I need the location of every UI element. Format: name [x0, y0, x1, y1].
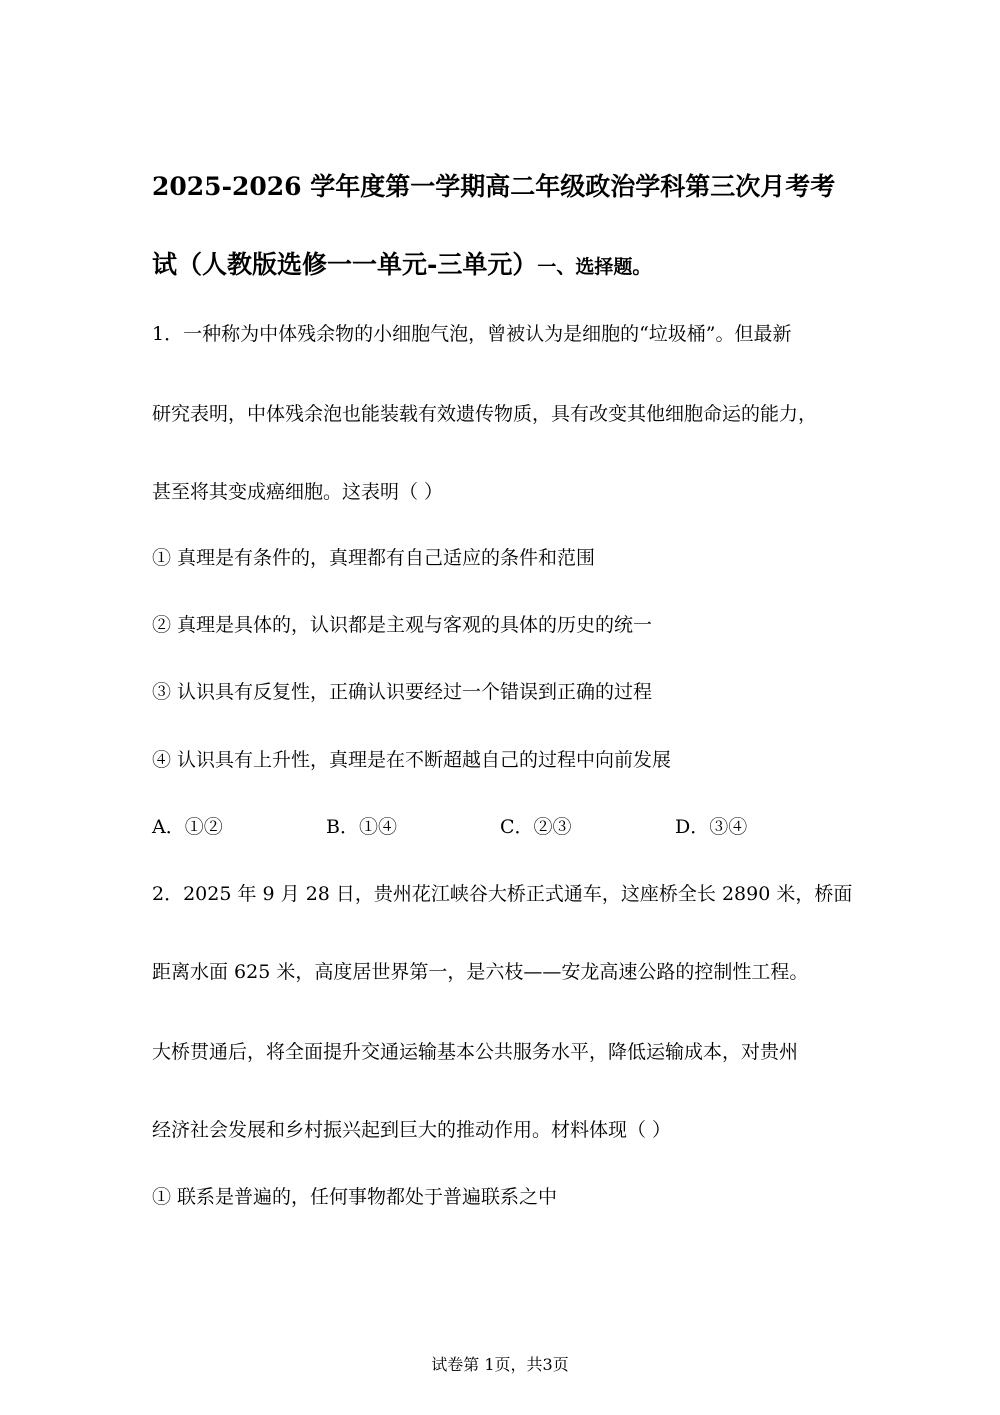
question-1-statement-2: ② 真理是具体的，认识都是主观与客观的具体的历史的统一 — [152, 614, 653, 636]
question-1-line-3: 甚至将其变成癌细胞。这表明（ ） — [152, 481, 444, 503]
question-1-option-d: D．③④ — [675, 816, 748, 838]
question-1-statement-4: ④ 认识具有上升性，真理是在不断超越自己的过程中向前发展 — [152, 749, 672, 771]
question-1-option-a: A．①② — [152, 816, 223, 838]
question-1-line-2: 研究表明，中体残余泡也能装载有效遗传物质，具有改变其他细胞命运的能力， — [152, 403, 818, 425]
section-heading: 一、选择题。 — [537, 256, 652, 278]
question-2-line-2: 距离水面 625 米，高度居世界第一，是六枝——安龙高速公路的控制性工程。 — [152, 961, 809, 983]
exam-title-line2-text: 试（人教版选修一一单元-三单元） — [152, 250, 538, 279]
question-2-line-1: 2．2025 年 9 月 28 日，贵州花江峡谷大桥正式通车，这座桥全长 2890 米，桥面 — [152, 883, 853, 905]
question-2-statement-1: ① 联系是普遍的，任何事物都处于普遍联系之中 — [152, 1186, 558, 1208]
question-2-line-3: 大桥贯通后，将全面提升交通运输基本公共服务水平，降低运输成本，对贵州 — [152, 1041, 799, 1063]
exam-title-line1: 2025-2026 学年度第一学期高二年级政治学科第三次月考考 — [152, 172, 836, 201]
question-1-statement-1: ① 真理是有条件的，真理都有自己适应的条件和范围 — [152, 547, 596, 569]
page-footer: 试卷第 1页，共3页 — [431, 1355, 569, 1374]
question-1-statement-3: ③ 认识具有反复性，正确认识要经过一个错误到正确的过程 — [152, 681, 653, 703]
question-1-option-b: B．①④ — [326, 816, 397, 838]
exam-title-line2 — [152, 250, 852, 282]
question-1-option-c: C．②③ — [500, 816, 572, 838]
question-1-line-1: 1．一种称为中体残余物的小细胞气泡，曾被认为是细胞的“垃圾桶”。但最新 — [152, 323, 792, 345]
question-2-line-4: 经济社会发展和乡村振兴起到巨大的推动作用。材料体现（ ） — [152, 1119, 672, 1141]
